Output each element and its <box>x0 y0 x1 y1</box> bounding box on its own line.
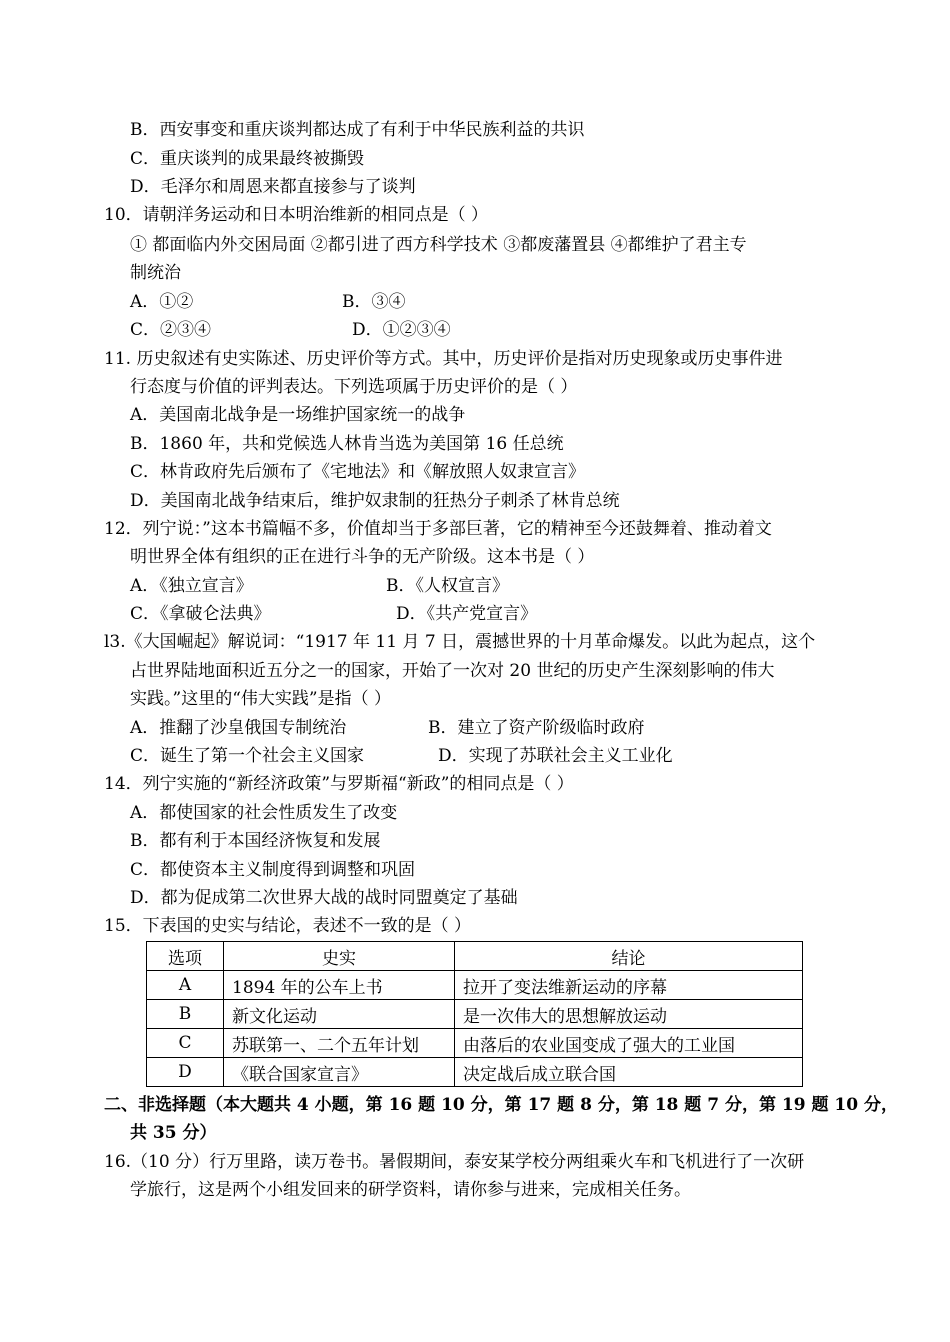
q14-option-d: D．都为促成第二次世界大战的战时同盟奠定了基础 <box>130 888 518 908</box>
table-header-row <box>147 942 803 971</box>
q14-option-b: B．都有利于本国经济恢复和发展 <box>130 831 381 851</box>
q11-option-b: B．1860 年，共和党候选人林肯当选为美国第 16 任总统 <box>130 434 564 454</box>
q11-option-d: D．美国南北战争结束后，维护奴隶制的狂热分子刺杀了林肯总统 <box>130 491 620 511</box>
q12-option-c: C．《拿破仑法典》 <box>130 604 271 624</box>
q13-option-c: C．诞生了第一个社会主义国家 <box>130 746 365 766</box>
table-cell: 是一次伟大的思想解放运动 <box>455 1000 803 1029</box>
section-heading-1: 二、非选择题（本大题共 4 小题，第 16 题 10 分，第 17 题 8 分，第 18 题 7 分，第 19 题 10 分， <box>104 1095 898 1115</box>
q11-stem-2: 行态度与价值的评判表达。下列选项属于历史评价的是（ ） <box>130 377 578 397</box>
q13-stem-3: 实践。”这里的“伟大实践”是指（ ） <box>130 689 391 709</box>
q10-statements-2: 制统治 <box>130 263 181 283</box>
table-cell: B <box>147 1000 224 1029</box>
table-cell: 苏联第一、二个五年计划 <box>224 1029 455 1058</box>
table-cell: C <box>147 1029 224 1058</box>
table-cell: D <box>147 1058 224 1087</box>
q11-option-a: A．美国南北战争是一场维护国家统一的战争 <box>130 405 466 425</box>
q16-stem-2: 学旅行，这是两个小组发回来的研学资料，请你参与进来，完成相关任务。 <box>130 1180 691 1200</box>
table-row <box>147 1000 803 1029</box>
table-header-cell: 结论 <box>455 942 803 971</box>
q11-option-c: C．林肯政府先后颁布了《宅地法》和《解放照人奴隶宣言》 <box>130 462 586 482</box>
q12-option-d: D．《共产党宣言》 <box>396 604 538 624</box>
table-cell: 《联合国家宣言》 <box>224 1058 455 1087</box>
q10-option-d: D．①②③④ <box>352 320 451 340</box>
q13-option-b: B．建立了资产阶级临时政府 <box>428 718 645 738</box>
q12-option-a: A．《独立宣言》 <box>130 576 253 596</box>
q13-option-a: A．推翻了沙皇俄国专制统治 <box>130 718 347 738</box>
table-cell: 1894 年的公车上书 <box>224 971 455 1000</box>
q15-stem: 15．下表国的史实与结论，表述不一致的是（ ） <box>104 916 472 936</box>
section-heading-2: 共 35 分） <box>130 1123 217 1143</box>
table-header-cell: 史实 <box>224 942 455 971</box>
table-cell: 由落后的农业国变成了强大的工业国 <box>455 1029 803 1058</box>
table-cell: 决定战后成立联合国 <box>455 1058 803 1087</box>
q12-stem-2: 明世界全体有组织的正在进行斗争的无产阶级。这本书是（ ） <box>130 547 595 567</box>
table-row <box>147 971 803 1000</box>
q15-table <box>146 941 803 1087</box>
q9-option-b: B．西安事变和重庆谈判都达成了有利于中华民族利益的共识 <box>130 120 585 140</box>
table-header-cell: 选项 <box>147 942 224 971</box>
q11-stem-1: 11. 历史叙述有史实陈述、历史评价等方式。其中，历史评价是指对历史现象或历史事件进 <box>104 349 783 369</box>
q13-stem-2: 占世界陆地面积近五分之一的国家，开始了一次对 20 世纪的历史产生深刻影响的伟大 <box>130 661 775 681</box>
table-row <box>147 1029 803 1058</box>
q10-statements-1: ① 都面临内外交困局面 ②都引进了西方科学技术 ③都废藩置县 ④都维护了君主专 <box>130 235 747 255</box>
q14-option-a: A．都使国家的社会性质发生了改变 <box>130 803 398 823</box>
q10-stem: 10．请朝洋务运动和日本明治维新的相同点是（ ） <box>104 205 489 225</box>
q16-stem-1: 16.（10 分）行万里路，读万卷书。暑假期间，泰安某学校分两组乘火车和飞机进行了一次研 <box>104 1152 805 1172</box>
q13-stem-1: l3.《大国崛起》解说词：“1917 年 11 月 7 日，震撼世界的十月革命爆发。以此为起点，这个 <box>104 632 816 652</box>
q13-option-d: D．实现了苏联社会主义工业化 <box>438 746 673 766</box>
q12-option-b: B．《人权宣言》 <box>386 576 509 596</box>
q9-option-d: D．毛泽尔和周恩来都直接参与了谈判 <box>130 177 416 197</box>
q14-stem: 14．列宁实施的“新经济政策”与罗斯福“新政”的相同点是（ ） <box>104 774 574 794</box>
table-cell: 拉开了变法维新运动的序幕 <box>455 971 803 1000</box>
table-cell: 新文化运动 <box>224 1000 455 1029</box>
q10-option-c: C．②③④ <box>130 320 212 340</box>
q10-option-b: B．③④ <box>342 292 406 312</box>
q14-option-c: C．都使资本主义制度得到调整和巩固 <box>130 860 416 880</box>
q12-stem-1: 12．列宁说：”这本书篇幅不多，价值却当于多部巨著，它的精神至今还鼓舞着、推动着文 <box>104 519 772 539</box>
table-cell: A <box>147 971 224 1000</box>
q10-option-a: A．①② <box>130 292 194 312</box>
table-row <box>147 1058 803 1087</box>
q9-option-c: C．重庆谈判的成果最终被撕毁 <box>130 149 365 169</box>
